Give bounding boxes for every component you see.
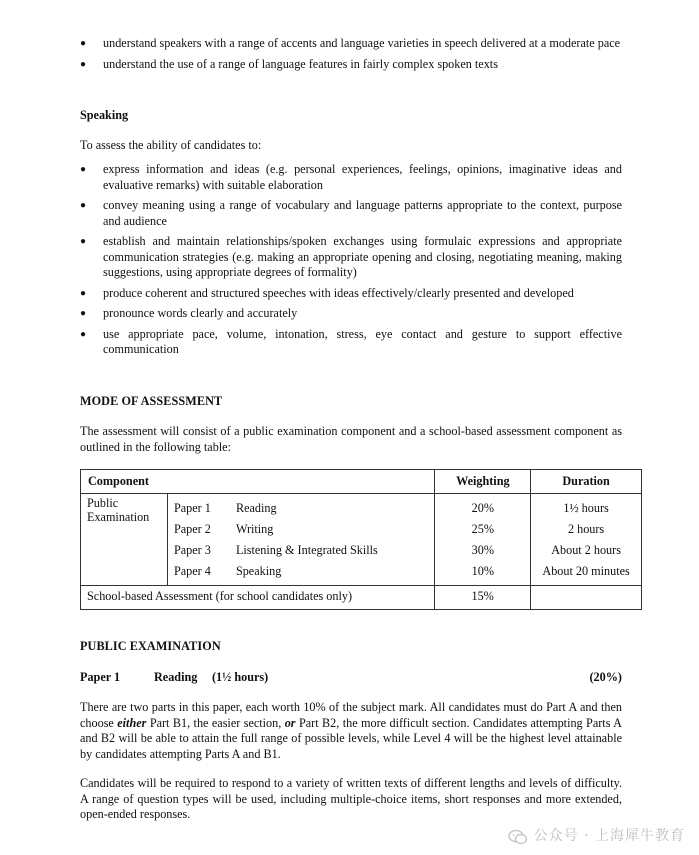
duration-header: Duration xyxy=(531,470,642,494)
paper-row: Paper 4 Speaking xyxy=(173,564,282,578)
bullet-icon: ● xyxy=(80,38,87,49)
speaking-heading: Speaking xyxy=(80,108,129,122)
speaking-bullet-list xyxy=(80,162,622,363)
bullet-icon: ● xyxy=(80,58,87,70)
mode-intro: The assessment will consist of a public examination component and a school-based assessment component as outlined in the following table: xyxy=(80,424,622,454)
table-header-row xyxy=(81,470,642,494)
sba-label-cell: School-based Assessment (for school candidates only) xyxy=(81,586,435,610)
paper1-paragraph-1: There are two parts in this paper, each worth 10% of the subject mark. All candidates must do Part A and then choose either Part B1, the easier section, or Part B2, the more difficult section. Candidates attempting Parts A and B2 will be able to attain the full range of possible levels, while Level 4 will be the highest level attainable by candidates attempting Parts A and B1. xyxy=(80,700,622,761)
sba-weighting-cell: 15% xyxy=(435,586,531,610)
bullet-icon: ● xyxy=(80,287,87,299)
duration-cell: 1½ hours 2 hours About 2 hours About 20 minutes xyxy=(531,494,642,586)
mode-of-assessment-heading: MODE OF ASSESSMENT xyxy=(80,394,223,408)
list-item: ● establish and maintain relationships/spoken exchanges using formulaic expressions and appropriate communication strategies (e.g. making an appropriate opening and closing, negotiating meaning, making suggestions, using appropriate degrees of formality) xyxy=(80,234,622,279)
bullet-icon: ● xyxy=(80,308,87,319)
bullet-icon: ● xyxy=(80,200,87,211)
paper1-heading: Paper 1 Reading (1½ hours) (20%) xyxy=(80,670,622,684)
list-item: ● use appropriate pace, volume, intonation, stress, eye contact and gesture to support effective communication xyxy=(80,326,622,356)
wechat-icon xyxy=(508,829,528,845)
public-examination-cell: Public Examination xyxy=(81,494,168,586)
list-item: ● produce coherent and structured speeches with ideas effectively/clearly presented and developed xyxy=(80,285,574,300)
list-item: ● convey meaning using a range of vocabulary and language patterns appropriate to the context, purpose and audience xyxy=(80,198,622,228)
watermark xyxy=(508,829,685,845)
watermark-text: 公众号 · 上海犀牛教育 xyxy=(533,828,685,845)
paper1-paragraph-2: Candidates will be required to respond to a variety of written texts of different lengths and levels of difficulty. A range of question types will be used, including multiple-choice items, short responses and more extended, open-ended responses. xyxy=(80,776,622,821)
papers-cell xyxy=(167,494,435,586)
table-row xyxy=(81,586,642,610)
list-item: ● understand the use of a range of language features in fairly complex spoken texts xyxy=(80,56,498,71)
bullet-icon: ● xyxy=(80,164,87,175)
list-item: ● pronounce words clearly and accurately xyxy=(80,306,298,320)
speaking-intro: To assess the ability of candidates to: xyxy=(80,138,262,152)
paper-row: Paper 1 Reading xyxy=(173,501,277,515)
public-examination-heading: PUBLIC EXAMINATION xyxy=(80,639,221,653)
weighting-header: Weighting xyxy=(435,470,531,494)
bullet-icon: ● xyxy=(80,236,87,247)
weighting-cell: 20% 25% 30% 10% xyxy=(435,494,531,586)
list-item: ● understand speakers with a range of accents and language varieties in speech delivered at a moderate pace xyxy=(80,36,621,50)
list-item: ● express information and ideas (e.g. personal experiences, feelings, opinions, imaginative ideas and evaluative remarks) with suitable elaboration xyxy=(80,162,622,192)
table-row xyxy=(81,494,642,586)
paper-row: Paper 3 Listening & Integrated Skills xyxy=(173,543,378,557)
bullet-icon: ● xyxy=(80,328,87,340)
paper-row: Paper 2 Writing xyxy=(173,522,274,536)
component-header: Component xyxy=(81,470,435,494)
listening-bullet-list xyxy=(80,36,622,77)
sba-duration-cell xyxy=(531,586,642,610)
assessment-table xyxy=(80,469,642,610)
